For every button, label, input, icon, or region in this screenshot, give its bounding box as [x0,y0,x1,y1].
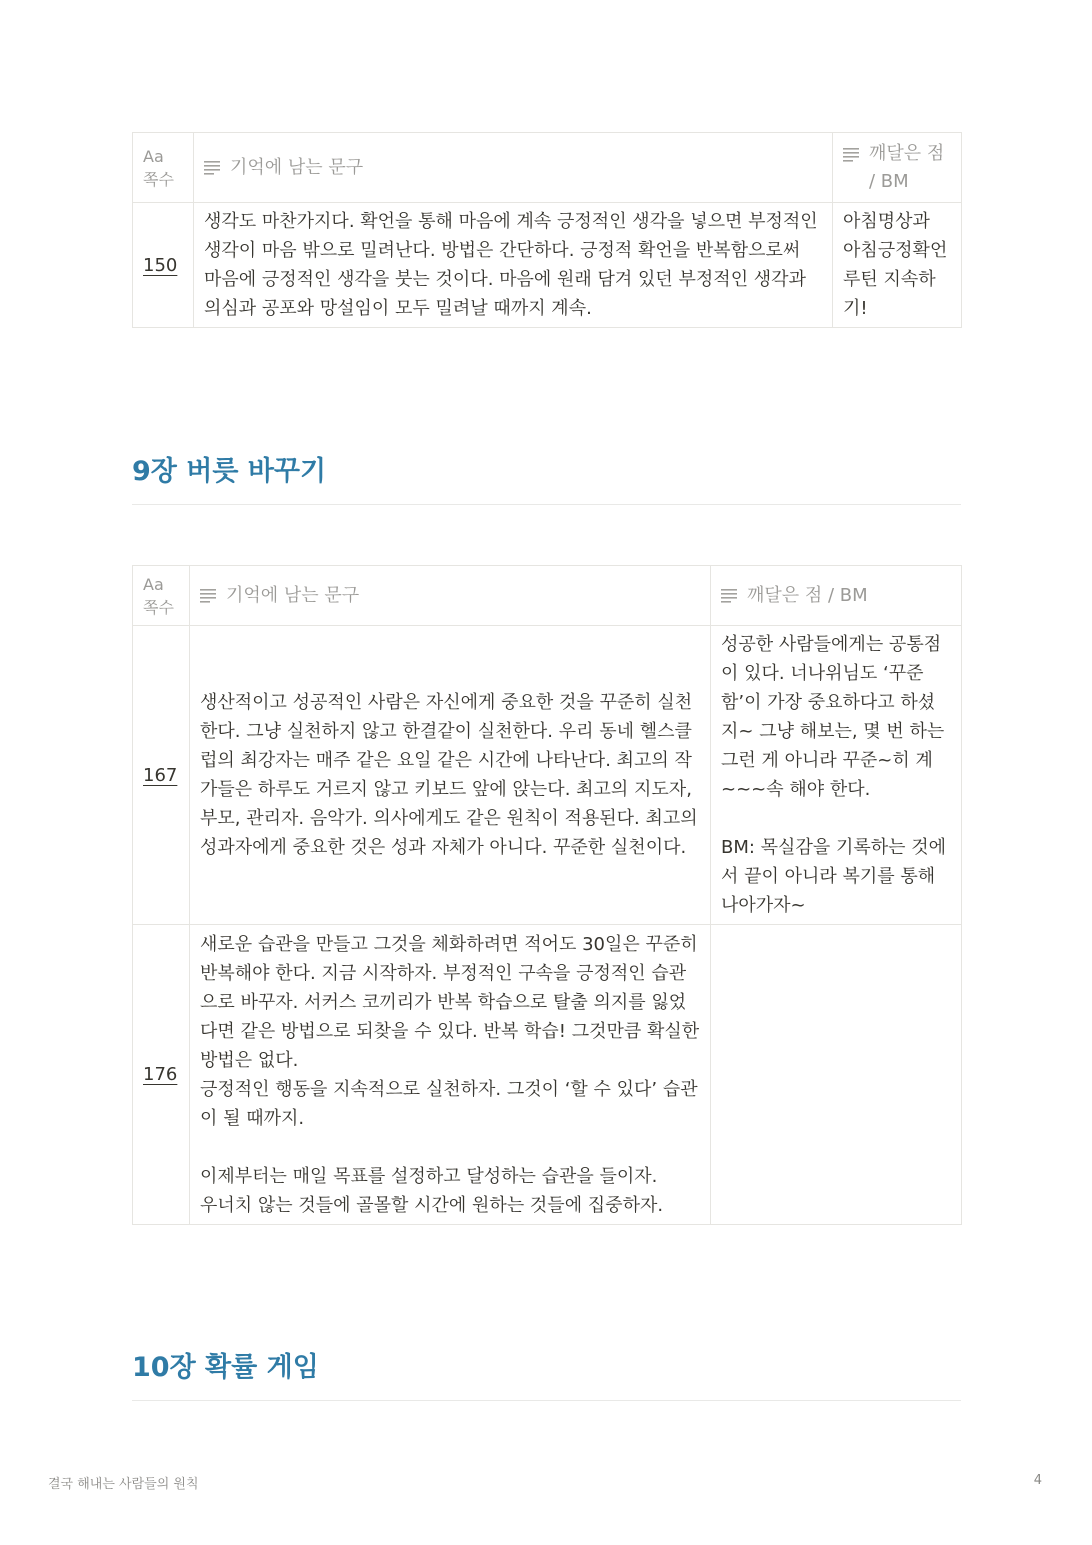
database-table-1 [132,132,962,328]
insight-cell[interactable] [711,925,962,1225]
page-number-cell[interactable]: 167 [133,626,190,925]
insight-column-header[interactable] [833,133,962,203]
page-number-cell[interactable]: 150 [133,203,194,328]
table-row[interactable] [133,626,962,925]
page-column-label: 쪽수 [143,169,174,189]
table-row[interactable] [133,203,962,328]
text-aa-icon: Aa [143,574,164,594]
table-header-row [133,566,962,626]
lines-icon [204,160,220,176]
lines-icon [200,588,216,604]
footer-book-title: 결국 해내는 사람들의 원칙 [48,1477,199,1492]
insight-cell[interactable]: 성공한 사람들에게는 공통점이 있다. 너나위님도 ‘꾸준함’이 가장 중요하다고 하셨지~ 그냥 해보는, 몇 번 하는 그런 게 아니라 꾸준~히 계~~~속 해야 한다. BM: 목실감을 기록하는 것에서 끝이 아니라 복기를 통해 나아가자~ [711,626,962,925]
page-column-label: 쪽수 [143,597,174,617]
chapter-10-heading: 10장 확률 게임 [132,1348,961,1401]
lines-icon [721,588,737,604]
insight-column-label: 깨달은 점 / BM [747,584,868,606]
quote-column-header[interactable] [194,133,833,203]
insight-column-label: 깨달은 점 / BM [869,142,945,192]
quote-column-label: 기억에 남는 문구 [230,156,364,178]
chapter-9-heading: 9장 버릇 바꾸기 [132,452,961,505]
insight-column-header[interactable] [711,566,962,626]
quote-column-label: 기억에 남는 문구 [226,584,360,606]
table-header-row [133,133,962,203]
page-column-header[interactable] [133,566,190,626]
insight-cell[interactable]: 아침명상과 아침긍정확언 루틴 지속하기! [833,203,962,328]
quote-cell[interactable]: 새로운 습관을 만들고 그것을 체화하려면 적어도 30일은 꾸준히 반복해야 한다. 지금 시작하자. 부정적인 구속을 긍정적인 습관으로 바꾸자. 서커스 코끼리가 반복 학습으로 탈출 의지를 잃었다면 같은 방법으로 되찾을 수 있다. 반복 학습! 그것만큼 확실한 방법은 없다. 긍정적인 행동을 지속적으로 실천하자. 그것이 ‘할 수 있다’ 습관이 될 때까지. 이제부터는 매일 목표를 설정하고 달성하는 습관을 들이자. 우너치 않는 것들에 골몰할 시간에 원하는 것들에 집중하자. [190,925,711,1225]
footer-page-number: 4 [1033,1473,1042,1488]
table-row[interactable] [133,925,962,1225]
page-number-cell[interactable]: 176 [133,925,190,1225]
quote-cell[interactable]: 생각도 마찬가지다. 확언을 통해 마음에 계속 긍정적인 생각을 넣으면 부정적인 생각이 마음 밖으로 밀려난다. 방법은 간단하다. 긍정적 확언을 반복함으로써 마음에 긍정적인 생각을 붓는 것이다. 마음에 원래 담겨 있던 부정적인 생각과 의심과 공포와 망설임이 모두 밀려날 때까지 계속. [194,203,833,328]
lines-icon [843,147,859,163]
page-column-header[interactable] [133,133,194,203]
quote-cell[interactable]: 생산적이고 성공적인 사람은 자신에게 중요한 것을 꾸준히 실천한다. 그냥 실천하지 않고 한결같이 실천한다. 우리 동네 헬스클럽의 최강자는 매주 같은 요일 같은 시간에 나타난다. 최고의 작가들은 하루도 거르지 않고 키보드 앞에 앉는다. 최고의 지도자, 부모, 관리자. 음악가. 의사에게도 같은 원칙이 적용된다. 최고의 성과자에게 중요한 것은 성과 자체가 아니다. 꾸준한 실천이다. [190,626,711,925]
database-table-2 [132,565,962,1225]
quote-column-header[interactable] [190,566,711,626]
text-aa-icon: Aa [143,146,164,166]
